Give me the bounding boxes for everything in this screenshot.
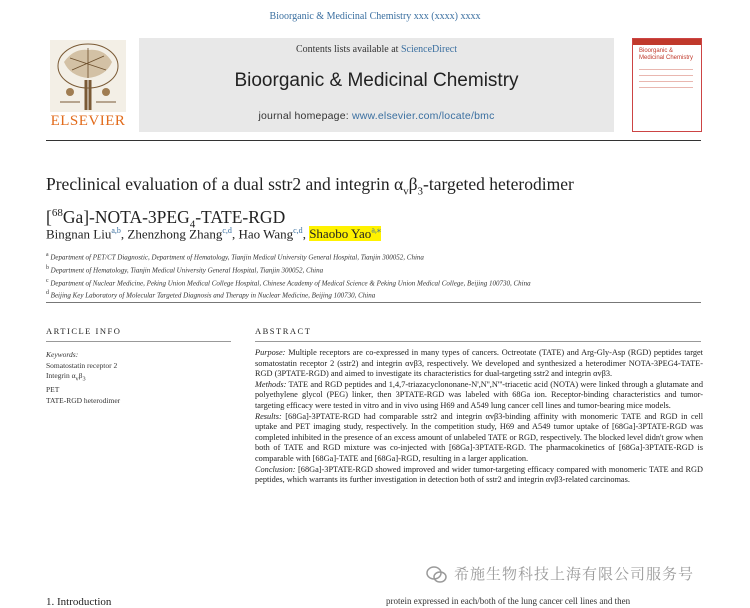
keyword-sub: v bbox=[75, 375, 79, 383]
title-text: [ bbox=[46, 206, 52, 227]
affiliation-item bbox=[46, 263, 706, 276]
author-affil-sup[interactable]: c,d bbox=[293, 226, 303, 235]
contents-line bbox=[139, 44, 614, 55]
abstract-label: Results: bbox=[255, 411, 282, 421]
article-info-rule bbox=[46, 341, 231, 342]
header-divider bbox=[46, 140, 701, 141]
affiliation-item bbox=[46, 276, 706, 289]
abstract-label: Methods: bbox=[255, 379, 287, 389]
cover-rule bbox=[639, 75, 693, 76]
abstract-body bbox=[255, 348, 703, 486]
journal-title: Bioorganic & Medicinal Chemistry bbox=[234, 70, 519, 91]
wechat-icon bbox=[426, 566, 448, 584]
elsevier-logo[interactable] bbox=[46, 38, 130, 132]
abstract-purpose bbox=[255, 348, 703, 380]
keyword-item[interactable]: PET bbox=[46, 385, 60, 394]
abstract-conclusion bbox=[255, 465, 703, 486]
journal-reference: Bioorganic & Medicinal Chemistry xxx (xxxx) xxxx bbox=[269, 11, 481, 22]
author-name-highlighted[interactable] bbox=[309, 226, 381, 241]
keywords-block bbox=[46, 350, 231, 406]
affiliation-text: Department of PET/CT Diagnostic, Department of Hematology, Tianjin Medical University General Hospital, Tianjin 300052, China bbox=[50, 253, 424, 262]
section-divider bbox=[46, 302, 701, 303]
article-info-heading: ARTICLE INFO bbox=[46, 326, 122, 336]
author-affil-sup[interactable]: a,b bbox=[111, 226, 121, 235]
cover-title: Bioorganic & Medicinal Chemistry bbox=[639, 48, 694, 61]
abstract-text: [68Ga]-3PTATE-RGD showed improved and wider tumor-targeting efficacy compared with monomeric TATE and RGD peptides, which warrants its further investigation in detection both of sstr2 and integrin αvβ3-related carcinomas. bbox=[255, 464, 704, 485]
watermark-text: 希施生物科技上海有限公司服务号 bbox=[454, 565, 695, 583]
title-text: -TATE-RGD bbox=[195, 206, 286, 227]
author-name[interactable]: Zhenzhong Zhang bbox=[127, 226, 223, 242]
affiliation-item bbox=[46, 250, 706, 263]
author-list: Bingnan Liu$^{a,b}$, Zhenzhong Zhang$^{c,d}$, Hao Wang$^{c,d}$, Shaobo Yao$^{a,⁎}$ bbox=[46, 226, 381, 242]
affiliation-sup: a bbox=[46, 252, 49, 258]
homepage-prefix: journal homepage: bbox=[258, 110, 349, 122]
journal-cover-thumbnail[interactable] bbox=[632, 38, 702, 132]
affiliation-list bbox=[46, 250, 706, 301]
title-sub: 3 bbox=[417, 185, 424, 198]
affiliation-sup: c bbox=[46, 277, 49, 284]
title-sub: 4 bbox=[189, 217, 196, 230]
abstract-text: TATE and RGD peptides and 1,4,7-triazacyclononane-N',N'',N'''-triacetic acid (NOTA) were linked through a glutamate and polyethylene glycol (PEG) linker, then 3PTATE-RGD was labeled with 68Ga ion. Receptor-binding characteristics and tumor-targeting efficacy were tested in vitro and in vivo using H69 and A549 lung cancer cell lines and tumor-bearing mice models. bbox=[255, 379, 703, 410]
cover-rule bbox=[639, 81, 693, 82]
abstract-text: [68Ga]-3PTATE-RGD had comparable sstr2 and integrin αvβ3-binding affinity with monomeric TATE and RGD in cell uptake and PET imaging study, respectively. In the competition study, H69 and A549 tumor uptake of [68Ga]-3PTATE-RGD was completed inhibited in the presence of an excess amount of unlabeled TATE or RGD, respectively. The blocked level didn't grow when both of TATE and RGD mixture was co-injected with [68Ga]-3PTATE-RGD. The pharmacokinetics of [68Ga]-3PTATE-RGD is comparable with [68Ga]-TATE and [68Ga]-RGD, resulting in a larger application. bbox=[255, 411, 704, 463]
affiliation-item bbox=[46, 288, 706, 301]
abstract-heading: ABSTRACT bbox=[255, 326, 312, 336]
journal-banner bbox=[139, 38, 614, 132]
keyword-item[interactable] bbox=[46, 371, 231, 385]
keyword-text: β bbox=[78, 371, 83, 380]
cover-rule bbox=[639, 87, 693, 88]
affiliation-sup: b bbox=[46, 264, 49, 271]
affiliation-text: Department of Nuclear Medicine, Peking Union Medical College Hospital, Chinese Academy of Medical Science & Peking Union Medical College, Beijing 100730, China bbox=[50, 278, 531, 287]
title-text: -targeted heterodimer bbox=[423, 174, 574, 194]
title-text: Preclinical evaluation of a dual sstr2 and integrin α bbox=[46, 174, 404, 194]
abstract-label: Conclusion: bbox=[255, 464, 296, 474]
homepage-line bbox=[139, 110, 614, 122]
author-name[interactable]: Shaobo Yao bbox=[309, 226, 372, 242]
abstract-label: Purpose: bbox=[255, 348, 286, 357]
keyword-item[interactable]: TATE-RGD heterodimer bbox=[46, 395, 121, 405]
abstract-rule bbox=[255, 341, 701, 342]
affiliation-sup: d bbox=[46, 290, 49, 297]
keyword-sub: 3 bbox=[82, 375, 86, 383]
author-name[interactable]: Hao Wang bbox=[238, 226, 294, 242]
keywords-label: Keywords: bbox=[46, 350, 79, 359]
contents-prefix: Contents lists available at bbox=[295, 44, 399, 55]
author-affil-sup[interactable]: a,⁎ bbox=[371, 226, 381, 235]
keyword-item[interactable]: Somatostatin receptor 2 bbox=[46, 360, 118, 370]
body-text-fragment: protein expressed in each/both of the lung cancer cell lines and then bbox=[386, 596, 631, 606]
elsevier-tree-icon bbox=[50, 40, 126, 112]
publisher-wordmark: ELSEVIER bbox=[50, 113, 126, 129]
homepage-link[interactable]: www.elsevier.com/locate/bmc bbox=[351, 110, 495, 122]
affiliation-text: Beijing Key Laboratory of Molecular Targeted Diagnosis and Therapy in Nuclear Medicine, Beijing 100730, China bbox=[50, 291, 376, 300]
title-text: β bbox=[408, 174, 418, 194]
abstract-text: Multiple receptors are co-expressed in many types of cancers. Octreotate (TATE) and Arg-Gly-Asp (RGD) peptides target somatostatin receptor 2 (sstr2) and integrin αvβ3, respectively. We developed and synthesized a heterodimer NOTA-3PEG4-TATE-RGD (3PTATE-RGD) and aimed to investigate its characteristics for dual-targeting sstr2 and integrin αvβ3. bbox=[255, 348, 703, 379]
keyword-text[interactable]: Integrin α bbox=[46, 371, 76, 380]
journal-header bbox=[46, 38, 701, 132]
abstract-methods bbox=[255, 380, 703, 412]
abstract-results bbox=[255, 412, 703, 465]
cover-rule bbox=[639, 69, 693, 70]
section-heading-introduction: 1. Introduction bbox=[46, 596, 112, 608]
title-sub: v bbox=[403, 185, 409, 198]
author-name[interactable]: Bingnan Liu bbox=[46, 226, 112, 242]
author-affil-sup[interactable]: c,d bbox=[222, 226, 232, 235]
cover-band bbox=[633, 39, 701, 45]
title-sup: 68 bbox=[51, 206, 63, 219]
title-text: Ga]-NOTA-3PEG bbox=[62, 206, 190, 227]
sciencedirect-link[interactable]: ScienceDirect bbox=[400, 44, 458, 55]
affiliation-text: Department of Hematology, Tianjin Medical University General Hospital, Tianjin 300052, China bbox=[50, 266, 324, 275]
watermark bbox=[426, 563, 694, 584]
